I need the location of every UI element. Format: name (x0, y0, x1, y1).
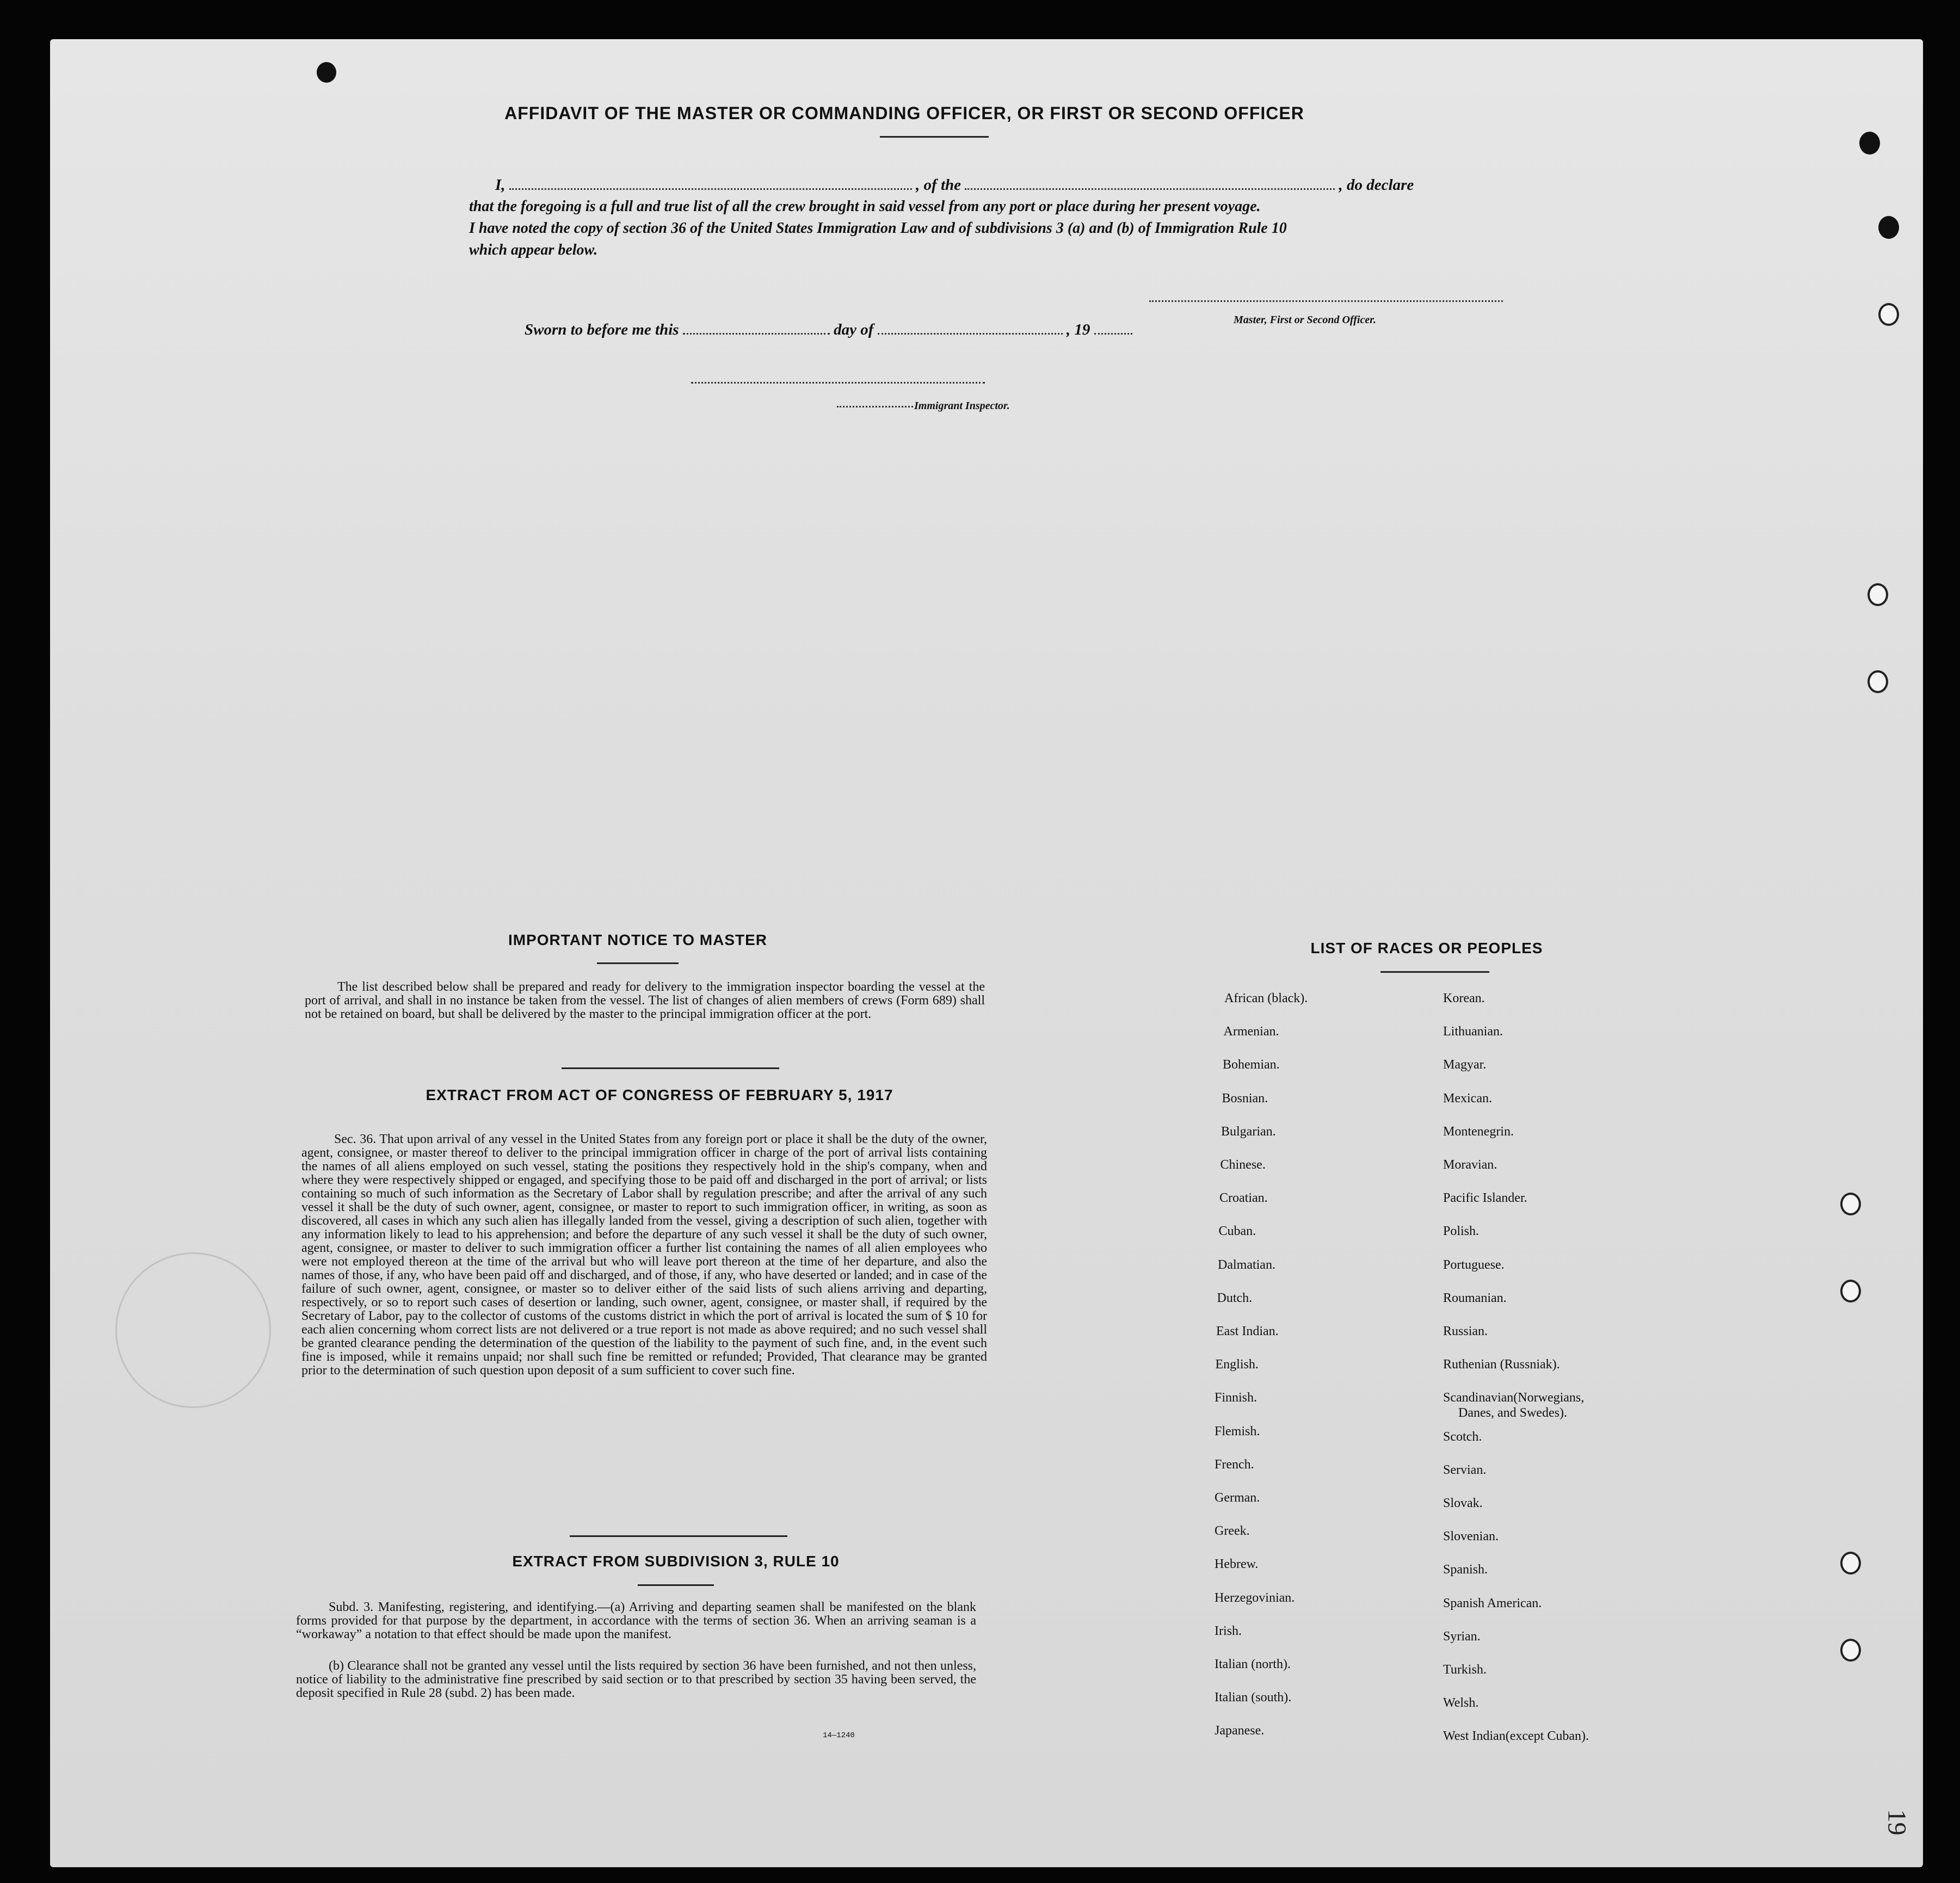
extract-rule-text-b: (b) Clearance shall not be granted any vessel until the lists required by section 36 have been furnished, and not then unless, notice of liability to the administrative fine prescribed by said section or to that prescribed by section 35 having been served, the deposit specified in Rule 28 (subd. 2) has been made. (296, 1659, 976, 1700)
extract-rule-text-a: Subd. 3. Manifesting, registering, and identifying.—(a) Arriving and departing seamen shall be manifested on the blank forms provided for that purpose by the department, in accordance with the terms of section 36. When an arriving seaman is a “workaway” a notation to that effect should be made upon the manifest. (296, 1600, 976, 1641)
race-item: East Indian. (1216, 1324, 1279, 1338)
extract-rule-title: EXTRACT FROM SUBDIVISION 3, RULE 10 (512, 1553, 840, 1570)
race-item: Flemish. (1215, 1424, 1260, 1439)
document-sheet (50, 39, 1923, 1867)
divider (597, 962, 679, 964)
affidavit-title: AFFIDAVIT OF THE MASTER OR COMMANDING OFFICER, OR FIRST OR SECOND OFFICER (504, 103, 1304, 123)
race-item: Cuban. (1218, 1224, 1256, 1239)
inspector-dot-leader (837, 406, 913, 408)
notice-title: IMPORTANT NOTICE TO MASTER (508, 931, 768, 948)
race-item: Montenegrin. (1443, 1124, 1514, 1139)
sworn-day-label: day of (834, 321, 874, 338)
binder-hole-icon (1840, 1552, 1861, 1575)
binder-hole-icon (1859, 132, 1880, 155)
race-item: Irish. (1215, 1623, 1242, 1638)
race-item: Scotch. (1443, 1429, 1482, 1444)
binder-hole-icon (1867, 583, 1888, 606)
divider (1380, 971, 1489, 973)
divider (570, 1535, 787, 1537)
race-item: Spanish. (1443, 1563, 1488, 1577)
race-item: Bulgarian. (1221, 1124, 1276, 1139)
race-item: Chinese. (1220, 1158, 1266, 1172)
races-title: LIST OF RACES OR PEOPLES (1310, 940, 1543, 956)
sworn-prefix: Sworn to before me this (525, 321, 679, 338)
affidavit-line-3: I have noted the copy of section 36 of the United States Immigration Law and of subdivisions 3 (a) and (b) of Immigration Rule 10 (469, 220, 1287, 237)
race-item: Syrian. (1443, 1629, 1481, 1644)
sworn-line (525, 320, 1132, 339)
race-item: Dalmatian. (1218, 1257, 1275, 1272)
race-item: Portuguese. (1443, 1257, 1505, 1272)
race-item: Bosnian. (1222, 1091, 1268, 1106)
race-item: African (black). (1224, 991, 1308, 1005)
faded-seal-stamp (115, 1252, 271, 1408)
race-item: Polish. (1443, 1224, 1480, 1239)
race-item: Slovak. (1443, 1496, 1483, 1510)
race-item: Slovenian. (1443, 1529, 1499, 1544)
sworn-month-field[interactable] (878, 322, 1063, 335)
affidavit-mid: , of the (916, 176, 961, 194)
bleed-through-area (1791, 420, 1857, 1454)
affidavit-suffix: , do declare (1339, 176, 1414, 194)
race-item: Croatian. (1219, 1191, 1268, 1206)
race-item: Mexican. (1443, 1091, 1492, 1106)
inspector-signature-line[interactable] (691, 382, 985, 384)
affidavit-prefix: I, (495, 176, 506, 194)
race-item-continuation: Danes, and Swedes). (1458, 1406, 1567, 1421)
race-item: West Indian(except Cuban). (1443, 1729, 1589, 1744)
name-field[interactable] (509, 177, 912, 190)
binder-hole-icon (1840, 1639, 1861, 1662)
binder-hole-icon (1878, 216, 1899, 239)
race-item: Pacific Islander. (1443, 1191, 1527, 1206)
race-item: Turkish. (1443, 1663, 1487, 1677)
race-item: Welsh. (1443, 1696, 1479, 1711)
sworn-day-field[interactable] (683, 322, 830, 335)
race-item: Armenian. (1223, 1024, 1279, 1039)
extract-act-title: EXTRACT FROM ACT OF CONGRESS OF FEBRUARY 5, 1917 (426, 1086, 893, 1103)
race-item: Roumanian. (1443, 1291, 1507, 1305)
race-item: French. (1215, 1457, 1254, 1472)
race-item: Servian. (1443, 1462, 1487, 1477)
race-item: Greek. (1215, 1524, 1250, 1539)
race-item: Bohemian. (1223, 1058, 1280, 1072)
race-item: Finnish. (1215, 1391, 1258, 1405)
sworn-year-field[interactable] (1094, 322, 1132, 335)
race-item: Lithuanian. (1443, 1024, 1503, 1039)
race-item: Herzegovinian. (1215, 1590, 1295, 1605)
race-item: Italian (south). (1215, 1690, 1292, 1705)
race-item: Italian (north). (1215, 1657, 1291, 1671)
sworn-year-label: , 19 (1066, 321, 1090, 338)
race-item: Scandinavian(Norwegians, (1443, 1391, 1585, 1405)
binder-hole-icon (317, 62, 336, 83)
binder-hole-icon (1878, 303, 1899, 326)
race-item: Ruthenian (Russniak). (1443, 1357, 1560, 1372)
race-item: German. (1215, 1491, 1260, 1505)
form-number: 14—1240 (823, 1731, 855, 1740)
race-item: Spanish American. (1443, 1596, 1542, 1610)
signature-line[interactable] (1149, 300, 1503, 302)
affidavit-line-4: which appear below. (469, 242, 598, 258)
race-item: Korean. (1443, 991, 1485, 1005)
vessel-field[interactable] (965, 177, 1335, 190)
notice-text: The list described below shall be prepared and ready for delivery to the immigration inspector boarding the vessel at the port of arrival, and shall in no instance be taken from the vessel. The list of changes of alien members of crews (Form 689) shall not be retained on board, but shall be delivered by the master to the principal immigration officer at the port. (305, 980, 985, 1021)
race-item: English. (1215, 1357, 1259, 1372)
divider (880, 136, 989, 138)
affidavit-line-2: that the foregoing is a full and true list of all the crew brought in said vessel from any port or place during her present voyage. (469, 198, 1261, 215)
race-item: Japanese. (1215, 1724, 1265, 1738)
race-item: Hebrew. (1215, 1557, 1259, 1572)
divider (638, 1584, 714, 1586)
race-item: Moravian. (1443, 1158, 1497, 1172)
page-mark: 19 (1882, 1809, 1912, 1836)
race-item: Russian. (1443, 1324, 1488, 1338)
races-column-2 (1443, 991, 1693, 1786)
race-item: Dutch. (1217, 1291, 1253, 1305)
extract-act-text: Sec. 36. That upon arrival of any vessel in the United States from any foreign port or place it shall be the duty of the owner, agent, consignee, or master thereof to deliver to the principal immigration officer in charge of the port of arrival lists containing the names of all aliens employed on such vessel, stating the positions they respectively hold in the ship's company, when and where they were respectively shipped or engaged, and specifying those to be paid off and discharged in the port of arrival; or lists containing so much of such information as the Secretary of Labor shall by regulation prescribe; and after the arrival of any such vessel it shall be the duty of such owner, agent, consignee, or master to report to such immigration officer, in writing, as soon as discovered, all cases in which any such alien has illegally landed from the vessel, giving a description of such alien, together with any information likely to lead to his apprehension; and before the departure of any such vessel it shall be the duty of such owner, agent, consignee, or master to deliver to such immigration officer a further list containing the names of all alien employees who were not employed thereon at the time of the arrival but who will leave port thereon at the time of her departure, and also the names of those, if any, who have been paid off and discharged, and of those, if any, who have deserted or landed; and in case of the failure of such owner, agent, consignee, or master so to deliver either of the said lists of such aliens arriving and departing, respectively, or so to report such cases of desertion or landing, such owner, agent, consignee, or master shall, if required by the Secretary of Labor, pay to the collector of customs of the customs district in which the port of arrival is located the sum of $ 10 for each alien concerning whom correct lists are not delivered or a true report is not made as above required; and no such vessel shall be granted clearance pending the determination of the question of the liability to the payment of such fine, and, in the event such fine is imposed, while it remains unpaid; nor shall such fine be remitted or refunded; Provided, That clearance may be granted prior to the determination of such question upon deposit of a sum sufficient to cover such fine. (301, 1132, 987, 1378)
races-column-1 (1215, 991, 1432, 1786)
race-item: Magyar. (1443, 1058, 1487, 1072)
inspector-label: Immigrant Inspector. (914, 400, 1010, 412)
divider (562, 1067, 779, 1069)
affidavit-line-1 (495, 175, 1414, 195)
binder-hole-icon (1867, 670, 1888, 693)
signature-label: Master, First or Second Officer. (1234, 314, 1376, 326)
